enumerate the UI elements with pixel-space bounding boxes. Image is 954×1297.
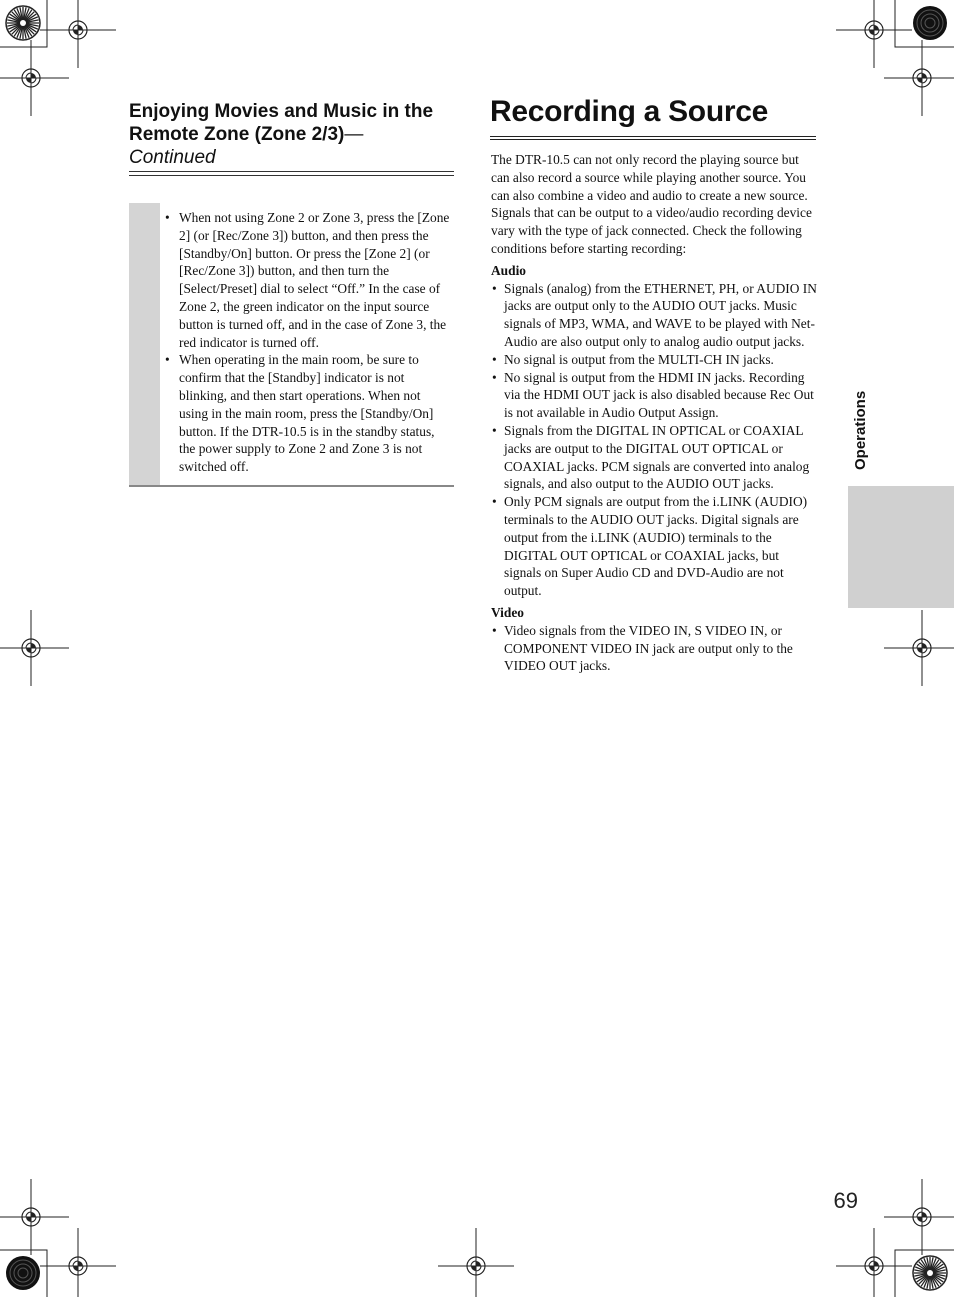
intro-paragraph: Signals that can be output to a video/audio recording device vary with the type of jack connected. Check the following conditions before starting recording: <box>491 205 812 256</box>
audio-heading: Audio <box>491 262 526 278</box>
intro-paragraph: The DTR-10.5 can not only record the playing source but can also record a source while playing another source. You can also combine a video and audio to create a new source. <box>491 152 808 203</box>
audio-item: • No signal is output from the MULTI-CH IN jacks. <box>491 351 817 369</box>
note-bottom-rule <box>129 485 454 487</box>
heading-dash: — <box>344 124 364 145</box>
note-item: • When operating in the main room, be sure to confirm that the [Standby] indicator is not blinking, and then start operations. When not using in the main room, press the [Standby/On] button. If the DTR-10.5 is in the standby status, the power supply to Zone 2 and Zone 3 is not switched off. <box>164 351 450 476</box>
audio-list <box>491 280 817 600</box>
heading-rule-bottom <box>129 175 454 176</box>
video-list <box>491 622 817 675</box>
title-rule-bottom <box>490 139 816 140</box>
audio-item: • Only PCM signals are output from the i.LINK (AUDIO) terminals to the AUDIO OUT jacks. Digital signals are output from the i.LINK (AUDIO) terminals to the DIGITAL OUT OPTICAL or COAXIAL jacks, but signals on Super Audio CD and DVD-Audio are not output. <box>491 493 817 600</box>
note-list <box>164 209 450 476</box>
note-box <box>129 203 454 485</box>
page-number: 69 <box>833 1188 858 1213</box>
section-heading <box>129 100 454 169</box>
side-tab <box>848 486 954 608</box>
note-sidebar <box>129 203 160 485</box>
body-text <box>491 151 817 675</box>
video-heading: Video <box>491 604 524 620</box>
heading-rule-top <box>129 171 454 172</box>
audio-item: • Signals from the DIGITAL IN OPTICAL or COAXIAL jacks are output to the DIGITAL OUT OPTICAL or COAXIAL jacks. PCM signals are converted into analog signals, and also output to the AUDIO OUT jacks. <box>491 422 817 493</box>
note-item: • When not using Zone 2 or Zone 3, press the [Zone 2] (or [Rec/Zone 3]) button, and then press the [Standby/On] button. Or press the [Zone 2] (or [Rec/Zone 3]) button, and then turn the [Select/Preset] dial to select “Off.” In the case of Zone 2, the green indicator on the input source button is turned off, and in the case of Zone 3, the red indicator is turned off. <box>164 209 450 351</box>
section-heading-text: Enjoying Movies and Music in the Remote Zone (Zone 2/3) <box>129 101 434 145</box>
title-rule-top <box>490 136 816 137</box>
audio-item: • Signals (analog) from the ETHERNET, PH, or AUDIO IN jacks are output only to the AUDIO OUT jacks. Music signals of MP3, WMA, and WAVE to be played with Net-Audio are also output only to analog audio output jacks. <box>491 280 817 351</box>
continued-label: Continued <box>129 147 216 168</box>
side-tab-label: Operations <box>852 390 869 470</box>
page-title: Recording a Source <box>490 95 769 128</box>
video-item: • Video signals from the VIDEO IN, S VIDEO IN, or COMPONENT VIDEO IN jack are output only to the VIDEO OUT jacks. <box>491 622 817 675</box>
audio-item: • No signal is output from the HDMI IN jacks. Recording via the HDMI OUT jack is also disabled because Rec Out is not available in Audio Output Assign. <box>491 369 817 422</box>
